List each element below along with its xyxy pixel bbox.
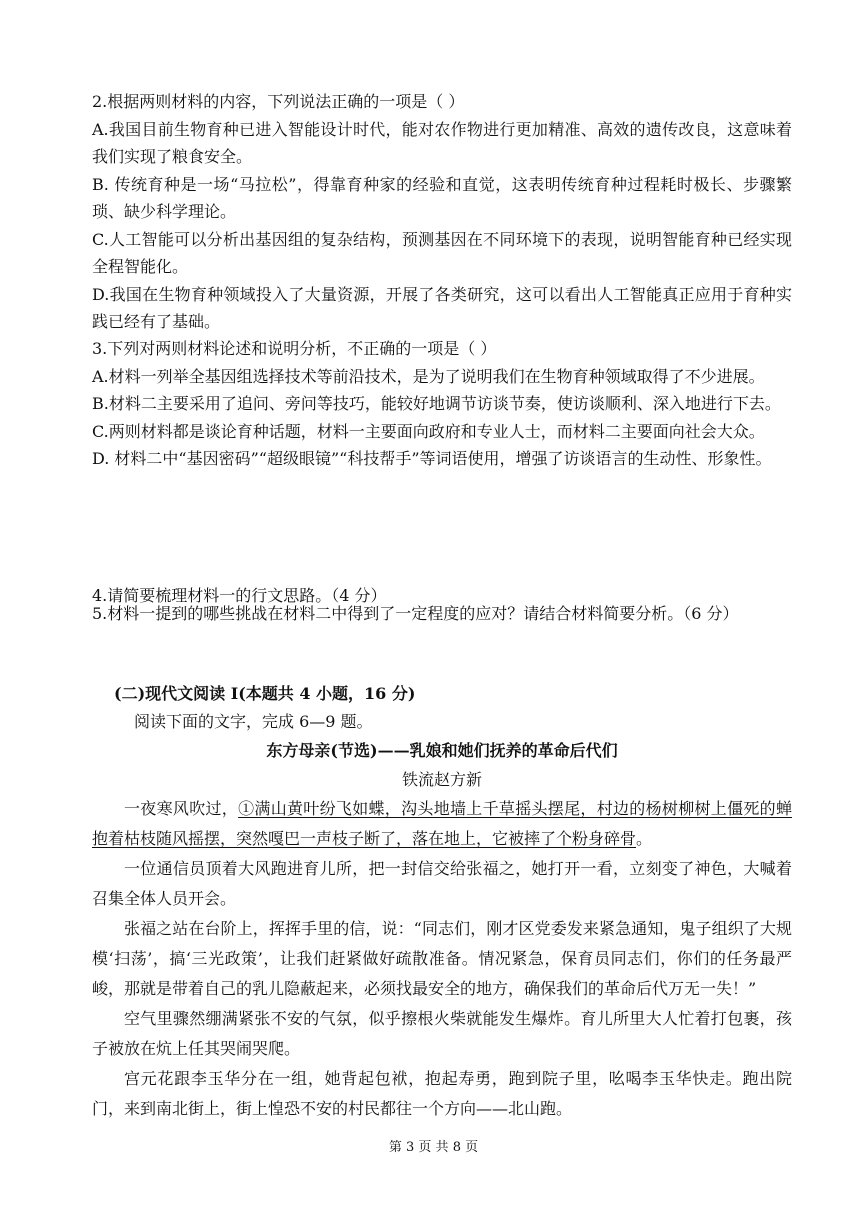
article-paragraph-1 [92,794,792,854]
option-a: A.材料一列举全基因组选择技术等前沿技术，是为了说明我们在生物育种领域取得了不少进展。 [92,366,765,386]
section-instruction: 阅读下面的文字，完成 6—9 题。 [134,712,373,731]
article-author: 铁流赵方新 [401,770,482,789]
question-stem: 3.下列对两则材料论述和说明分析，不正确的一项是（ ） [92,339,497,358]
option-b: B.材料二主要采用了追问、旁问等技巧，能较好地调节访谈节奏，使访谈顺利、深入地进行下去。 [92,394,781,413]
option-a: A.我国目前生物育种已进入智能设计时代，能对农作物进行更加精准、高效的遗传改良，这意味着我们实现了粮食安全。 [92,119,792,166]
question-5 [92,600,792,628]
article-paragraph-5: 宫元花跟李玉华分在一组，她背起包袱，抱起寿勇，跑到院子里，吆喝李玉华快走。跑出院门，来到南北街上，街上惶恐不安的村民都往一个方向——北山跑。 [92,1069,792,1118]
question-3 [92,335,792,473]
option-d: D.我国在生物育种领域投入了大量资源，开展了各类研究，这可以看出人工智能真正应用于育种实践已经有了基础。 [92,284,792,331]
paragraph-lead: 一夜寒风吹过， [124,799,239,818]
reading-section [92,680,792,1124]
question-2 [92,88,792,336]
option-b: B. 传统育种是一场“马拉松”，得靠育种家的经验和直觉，这表明传统育种过程耗时极长、步骤繁琐、缺少科学理论。 [92,174,792,221]
article-paragraph-3: 张福之站在台阶上，挥挥手里的信，说：“同志们，刚才区党委发来紧急通知，鬼子组织了大规模‘扫荡’，搞‘三光政策’，让我们赶紧做好疏散准备。情况紧急，保育员同志们，你们的任务最严峻，那就是带着自己的乳儿隐蔽起来，必须找最安全的地方，确保我们的革命后代万无一失！” [92,919,792,998]
article-paragraph-2: 一位通信员顶着大风跑进育儿所，把一封信交给张福之，她打开一看，立刻变了神色，大喊着召集全体人员开会。 [92,859,792,908]
article-paragraph-4: 空气里骤然绷满紧张不安的气氛，似乎擦根火柴就能发生爆炸。育儿所里大人忙着打包裹，孩子被放在炕上任其哭闹哭爬。 [92,1009,792,1058]
section-title: (二)现代文阅读 I(本题共 4 小题，16 分) [114,684,416,703]
option-d: D. 材料二中“基因密码”“超级眼镜”“科技帮手”等词语使用，增强了访谈语言的生动性、形象性。 [92,449,772,468]
page-footer: 第 3 页 共 8 页 [388,1140,479,1155]
option-c: C.人工智能可以分析出基因组的复杂结构，预测基因在不同环境下的表现，说明智能育种已经实现全程智能化。 [92,229,792,276]
question-stem: 2.根据两则材料的内容，下列说法正确的一项是（ ） [92,92,465,111]
paragraph-end: 。 [636,829,653,848]
article-title: 东方母亲(节选)——乳娘和她们抚养的革命后代们 [266,741,618,760]
question-stem: 4.请简要梳理材料一的行文思路。（4 分） [92,586,387,605]
question-stem: 5.材料一提到的哪些挑战在材料二中得到了一定程度的应对？请结合材料简要分析。（6 分） [92,604,739,623]
underlined-sentence: ①满山黄叶纷飞如蝶，沟头地墙上千草摇头摆尾，村边的杨树柳树上僵死的蝉抱着枯枝随风摇摆，突然嘎巴一声枝子断了，落在地上，它被摔了个粉身碎骨 [92,799,792,848]
option-c: C.两则材料都是谈论育种话题，材料一主要面向政府和专业人士，而材料二主要面向社会大众。 [92,421,765,441]
